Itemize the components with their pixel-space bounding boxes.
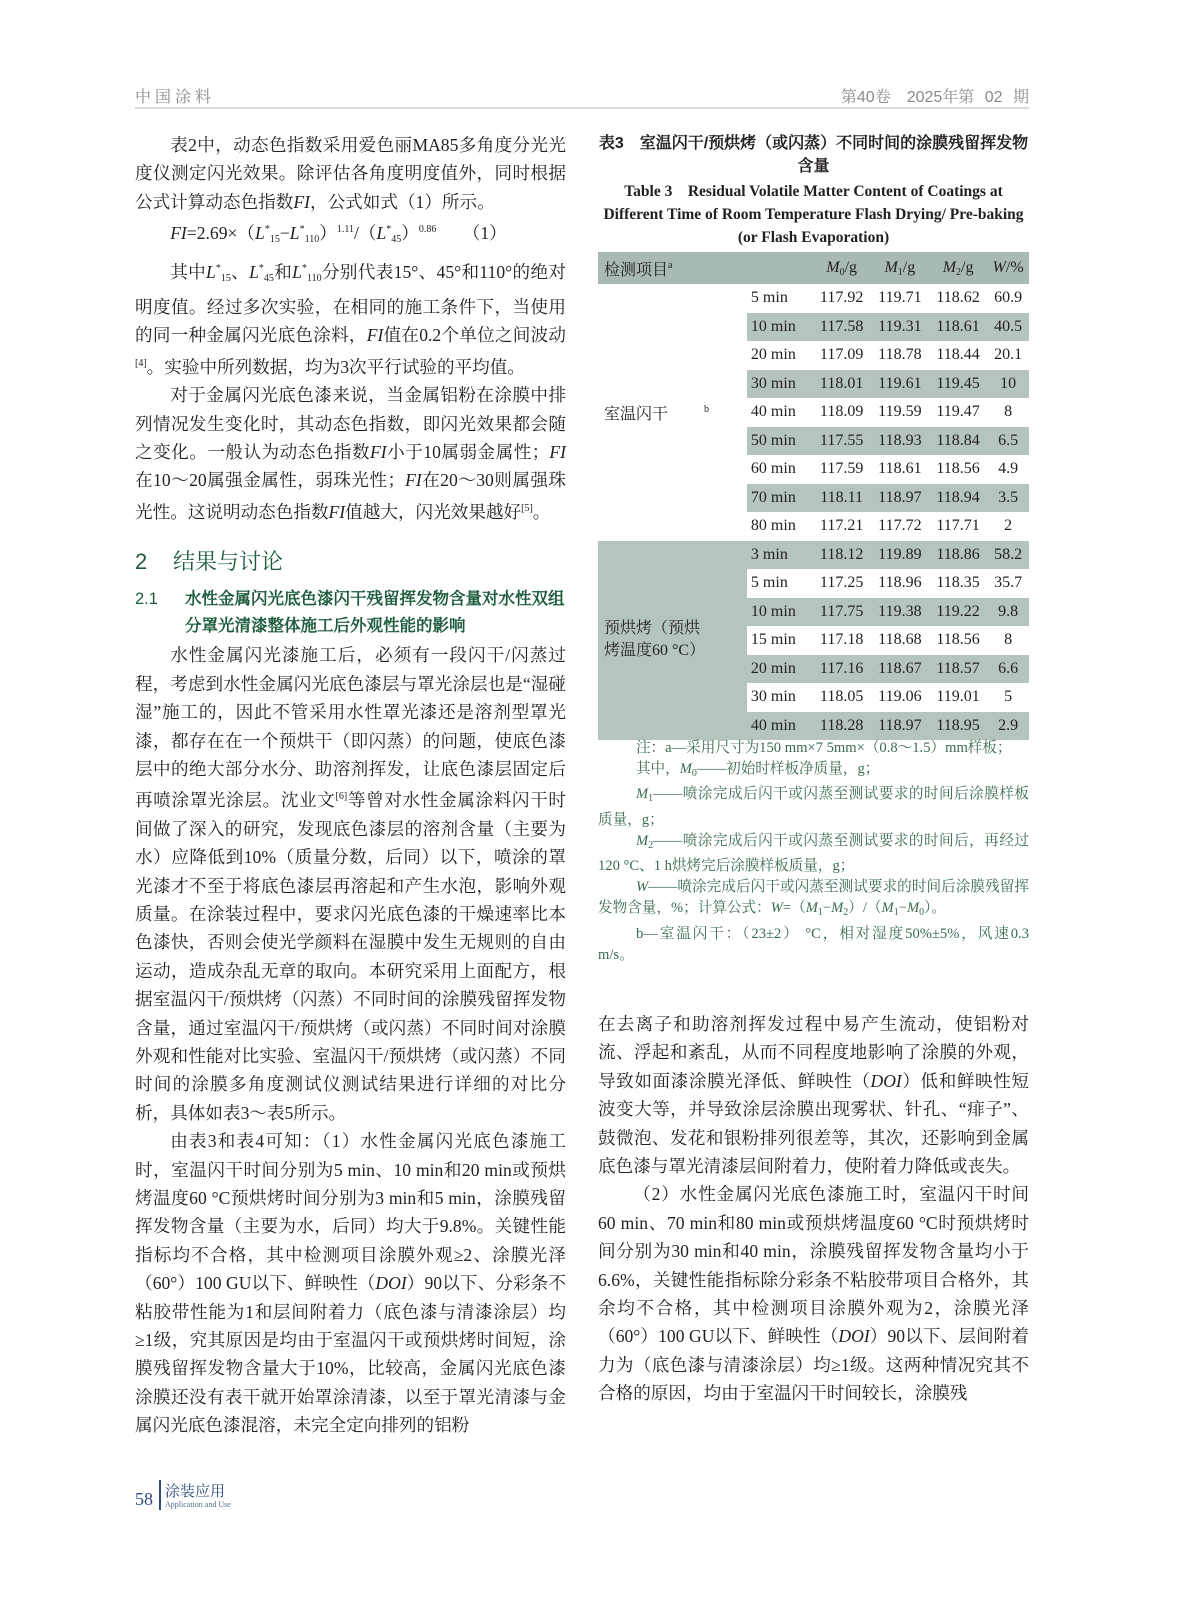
italic-symbol: L bbox=[255, 223, 265, 244]
italic-symbol: L bbox=[376, 223, 387, 244]
value-cell: 117.59 bbox=[819, 460, 864, 478]
paragraph bbox=[135, 641, 566, 1127]
text-run: 其中 bbox=[170, 261, 207, 282]
value-cell: 119.61 bbox=[871, 370, 929, 399]
value-cell: 118.11 bbox=[813, 484, 871, 513]
right-column bbox=[598, 1010, 1029, 1408]
paragraph bbox=[598, 1180, 1029, 1407]
value-cell: 5 bbox=[1004, 688, 1013, 706]
time-cell: 70 min bbox=[747, 484, 813, 513]
journal-name: 中国涂料 bbox=[135, 89, 216, 106]
subscript: 1 bbox=[893, 907, 899, 919]
superscript: * bbox=[386, 224, 392, 236]
value-cell: 8 bbox=[1004, 631, 1013, 649]
italic-symbol: FI bbox=[293, 191, 310, 212]
subscript: 0 bbox=[919, 907, 925, 919]
text-run: − bbox=[822, 900, 832, 917]
time-cell: 40 min bbox=[750, 403, 796, 421]
value-cell: 118.56 bbox=[936, 631, 980, 649]
value-cell: 118.93 bbox=[871, 427, 929, 456]
subscript: 1 bbox=[648, 793, 654, 805]
text-run: =（ bbox=[782, 900, 806, 917]
text-run: ——喷涂完成后闪干或闪蒸至测试要求的时间后涂膜残留挥发物含量，%；计算公式： bbox=[598, 879, 1029, 917]
text-run: 值越大，闪光效果越好 bbox=[345, 501, 522, 522]
text-run: ） bbox=[319, 223, 337, 244]
subsection-title: 水性金属闪光底色漆闪干残留挥发物含量对水性双组分罩光清漆整体施工后外观性能的影响 bbox=[185, 590, 565, 636]
value-cell: 40.5 bbox=[987, 313, 1029, 342]
italic-symbol: W bbox=[992, 259, 1006, 276]
value-cell: 118.61 bbox=[878, 460, 922, 478]
superscript: 0.86 bbox=[418, 224, 437, 236]
time-cell: 50 min bbox=[747, 427, 813, 456]
text-run: （1） bbox=[436, 223, 507, 244]
column-header bbox=[929, 252, 987, 284]
column-name-en: Application and Use bbox=[165, 1500, 231, 1509]
value-cell: 118.56 bbox=[936, 460, 980, 478]
text-run: ）90以下、层间附着力为（底色漆与清漆涂层）均≥1级。这两种情况究其不合格的原因，均由于室温闪干时间较长，涂膜残 bbox=[598, 1326, 1029, 1404]
superscript: [5] bbox=[521, 502, 533, 514]
superscript: [4] bbox=[135, 357, 147, 369]
value-cell: 35.7 bbox=[994, 574, 1023, 592]
time-cell: 10 min bbox=[747, 598, 813, 627]
text-run: b—室温闪干：（23±2） °C，相对湿度50%±5%，风速0.3 m/s。 bbox=[598, 925, 1029, 963]
text-run: 等曾对水性金属涂料闪干时间做了深入的研究，发现底色漆层的溶剂含量（主要为水）应降低到10%（质量分数，后同）以下，喷涂的罩光漆才不至于将底色漆层再溶起和产生水泡，影响外观质量。在涂装过程中，要求闪光底色漆的干燥速率比本色漆快，否则会使光学颜料在湿膜中发生无规则的自由运动，造成杂乱无章的取向。本研究采用上面配方，根据室温闪干/预烘烤（闪蒸）不同时间的涂膜残留挥发物含量，通过室温闪干/预烘烤（或闪蒸）不同时间对涂膜外观和性能对比实验、室温闪干/预烘烤（或闪蒸）不同时间的涂膜多角度测试仪测试结果进行详细的对比分析，具体如表3～表5所示。 bbox=[135, 790, 566, 1123]
italic-symbol: FI bbox=[170, 223, 187, 244]
text-run: ）90以下、分彩条不粘胶带性能为1和层间附着力（底色漆与清漆涂层）均≥1级，究其原因是均由于室温闪干或预烘烤时间短，涂膜残留挥发物含量大于10%，比较高，金属闪光底色漆涂膜还没有表干就开始罩涂清漆，以至于罩光清漆与金属闪光底色漆混溶，未完全定向排列的铝粉 bbox=[135, 1273, 566, 1436]
group-label-text: 预烘烤（预烘烤温度60 °C） bbox=[604, 620, 706, 660]
italic-symbol: FI bbox=[405, 470, 422, 491]
value-cell: 117.09 bbox=[819, 346, 864, 364]
text-run: 对于金属闪光底色漆来说，当金属铝粉在涂膜中排列情况发生变化时，其动态色指数，即闪光效果都会随之变化。一般认为动态色指数 bbox=[135, 385, 566, 463]
time-cell: 30 min bbox=[747, 370, 813, 399]
italic-symbol: W bbox=[770, 900, 783, 917]
paragraph bbox=[135, 131, 566, 216]
table-row bbox=[598, 284, 1029, 313]
subscript: 0 bbox=[839, 266, 845, 278]
paragraph bbox=[135, 255, 566, 382]
note-line bbox=[598, 877, 1029, 923]
value-cell: 117.16 bbox=[813, 655, 871, 684]
text-run: 分别代表15°、45°和110°的绝对明度值。经过多次实验，在相同的施工条件下，当使用的同一种金属闪光底色涂料， bbox=[135, 261, 566, 346]
italic-symbol: FI bbox=[366, 325, 384, 346]
italic-symbol: FI bbox=[549, 442, 566, 463]
value-cell: 118.95 bbox=[929, 712, 987, 741]
note-line bbox=[598, 784, 1029, 830]
italic-symbol: M bbox=[884, 258, 898, 276]
data-table bbox=[598, 252, 1029, 740]
column-header bbox=[813, 252, 871, 284]
time-cell: 5 min bbox=[750, 574, 788, 592]
value-cell: 118.12 bbox=[813, 541, 871, 570]
text-run: ——喷涂完成后闪干或闪蒸至测试要求的时间后，再经过120 °C、1 h烘烤完后涂膜样板质量，g； bbox=[598, 832, 1029, 875]
table-notes bbox=[598, 738, 1029, 966]
value-cell: 119.45 bbox=[929, 370, 987, 399]
italic-symbol: DOI bbox=[838, 1326, 870, 1347]
section-number: 2 bbox=[135, 549, 148, 575]
text-run: /g bbox=[902, 258, 916, 276]
text-run: 在去离子和助溶剂挥发过程中易产生流动，使铝粉对流、浮起和紊乱，从而不同程度地影响了涂膜的外观，导致如面漆涂膜光泽低、鲜映性（ bbox=[598, 1014, 1029, 1091]
superscript: * bbox=[301, 262, 307, 274]
column-header-item bbox=[598, 252, 813, 284]
value-cell: 118.09 bbox=[819, 403, 864, 421]
value-cell: 118.78 bbox=[878, 346, 922, 364]
table-caption bbox=[598, 132, 1029, 249]
page-number: 58 bbox=[135, 1489, 153, 1509]
value-cell: 118.97 bbox=[871, 484, 929, 513]
value-cell: 118.97 bbox=[871, 712, 929, 741]
value-cell: 119.22 bbox=[929, 598, 987, 627]
text-run: 。 bbox=[532, 501, 551, 522]
formula-1 bbox=[135, 216, 566, 254]
text-run: ，公式如式（1）所示。 bbox=[309, 191, 495, 212]
italic-symbol: M bbox=[826, 258, 840, 276]
subscript: 45 bbox=[263, 272, 274, 284]
italic-symbol: M bbox=[942, 258, 957, 276]
group-label bbox=[598, 541, 747, 741]
italic-symbol: L bbox=[289, 223, 300, 244]
italic-symbol: M bbox=[679, 761, 692, 778]
time-cell: 60 min bbox=[750, 460, 796, 478]
value-cell: 8 bbox=[1004, 403, 1013, 421]
text-run: 水性金属闪光漆施工后，必须有一段闪干/闪蒸过程，考虑到水性金属闪光底色漆层与罩光涂层也是“湿碰湿”施工的，因此不管采用水性罩光漆还是溶剂型罩光漆，都存在在一个预烘干（即闪蒸）的问题，使底色漆层中的绝大部分水分、助溶剂挥发，让底色漆层固定后再喷涂罩光涂层。沈业文 bbox=[135, 645, 566, 811]
subscript: 2 bbox=[956, 266, 962, 278]
text-run: （2）水性金属闪光底色漆施工时，室温闪干时间60 min、70 min和80 min或预烘烤温度60 °C时预烘烤时间分别为30 min和40 min，涂膜残留挥发物含量均小于6.6%，关键性能指标除分彩条不粘胶带项目合格外，其余均不合格，其中检测项目涂膜外观为2，涂膜光泽（60°）100 GU以下、鲜映性（ bbox=[598, 1184, 1029, 1347]
value-cell: 2 bbox=[1004, 517, 1013, 535]
text-run: 其中， bbox=[635, 761, 680, 778]
italic-symbol: DOI bbox=[870, 1070, 902, 1091]
time-cell: 20 min bbox=[750, 346, 796, 364]
value-cell: 119.47 bbox=[936, 403, 980, 421]
text-run: 。实验中所列数据，均为3次平行试验的平均值。 bbox=[146, 356, 525, 377]
italic-symbol: M bbox=[881, 900, 894, 917]
text-run: 和 bbox=[273, 261, 293, 282]
italic-symbol: M bbox=[906, 900, 920, 917]
italic-symbol: L bbox=[292, 261, 302, 282]
text-run: /g bbox=[844, 258, 858, 276]
value-cell: 117.92 bbox=[819, 289, 864, 307]
text-run: /（ bbox=[353, 223, 377, 244]
value-cell: 119.71 bbox=[878, 289, 922, 307]
text-run: /% bbox=[1005, 259, 1024, 276]
table-row bbox=[598, 541, 1029, 570]
value-cell: 118.62 bbox=[936, 289, 980, 307]
left-column bbox=[135, 131, 566, 1440]
text-run: /g bbox=[961, 258, 974, 276]
subscript: 110 bbox=[306, 272, 322, 284]
column-name: 涂装应用 bbox=[165, 1483, 226, 1500]
italic-symbol: L bbox=[206, 261, 216, 282]
italic-symbol: L bbox=[249, 261, 259, 282]
value-cell: 117.18 bbox=[819, 631, 864, 649]
value-cell: 2.9 bbox=[987, 712, 1029, 741]
italic-symbol: M bbox=[805, 900, 818, 917]
note-line bbox=[598, 759, 1029, 784]
value-cell: 20.1 bbox=[994, 346, 1023, 364]
value-cell: 10 bbox=[987, 370, 1029, 399]
section-heading bbox=[135, 544, 566, 580]
subscript: 45 bbox=[391, 234, 402, 246]
subscript: 2 bbox=[843, 907, 849, 919]
superscript: a bbox=[668, 259, 673, 271]
value-cell: 60.9 bbox=[994, 289, 1023, 307]
italic-symbol: M bbox=[635, 786, 649, 803]
value-cell: 119.31 bbox=[871, 313, 929, 342]
value-cell: 4.9 bbox=[998, 460, 1019, 478]
text-run: 值在0.2个单位之间波动 bbox=[383, 325, 566, 346]
paragraph bbox=[135, 381, 566, 526]
section-title: 结果与讨论 bbox=[173, 549, 284, 575]
time-cell: 3 min bbox=[747, 541, 813, 570]
value-cell: 118.84 bbox=[929, 427, 987, 456]
footer bbox=[135, 1480, 231, 1510]
value-cell: 118.35 bbox=[936, 574, 980, 592]
text-run: ）低和鲜映性短波变大等，并导致涂层涂膜出现雾状、针孔、“痱子”、鼓微泡、发花和银粉排列很差等，其次，还影响到金属底色漆与罩光清漆层间附着力，使附着力降低或丧失。 bbox=[598, 1070, 1029, 1177]
subscript: 15 bbox=[269, 234, 280, 246]
superscript: b bbox=[704, 403, 709, 415]
text-run: =2.69×（ bbox=[186, 223, 256, 244]
superscript: * bbox=[299, 224, 305, 236]
value-cell: 118.67 bbox=[871, 655, 929, 684]
superscript: [6] bbox=[335, 791, 348, 803]
text-run: ）/（ bbox=[848, 900, 882, 917]
column-header bbox=[987, 252, 1029, 284]
value-cell: 117.75 bbox=[813, 598, 871, 627]
superscript: * bbox=[258, 262, 264, 274]
subsection-number: 2.1 bbox=[135, 590, 158, 609]
superscript: * bbox=[264, 224, 270, 236]
subscript: 15 bbox=[220, 272, 231, 284]
value-cell: 58.2 bbox=[987, 541, 1029, 570]
value-cell: 118.68 bbox=[878, 631, 922, 649]
group-label-text: 室温闪干 bbox=[604, 405, 669, 423]
subsection-heading bbox=[135, 586, 566, 640]
text-run: ——初始时样板净质量，g； bbox=[696, 761, 880, 778]
value-cell: 117.58 bbox=[813, 313, 871, 342]
time-cell: 15 min bbox=[750, 631, 796, 649]
paragraph bbox=[135, 1127, 566, 1439]
note-line bbox=[598, 738, 1029, 759]
text-run: 、 bbox=[230, 261, 250, 282]
value-cell: 119.89 bbox=[871, 541, 929, 570]
value-cell: 118.86 bbox=[929, 541, 987, 570]
subscript: 2 bbox=[648, 839, 654, 851]
subscript: 0 bbox=[691, 768, 697, 780]
italic-symbol: M bbox=[831, 900, 844, 917]
value-cell: 117.71 bbox=[936, 517, 980, 535]
text-run: 注：a—采用尺寸为150 mm×7 5mm×（0.8～1.5）mm样板； bbox=[635, 740, 1012, 756]
italic-symbol: FI bbox=[328, 501, 346, 522]
value-cell: 118.94 bbox=[929, 484, 987, 513]
time-cell: 20 min bbox=[747, 655, 813, 684]
table-caption-zh: 表3 室温闪干/预烘烤（或闪蒸）不同时间的涂膜残留挥发物含量 bbox=[598, 135, 1029, 175]
time-cell: 40 min bbox=[747, 712, 813, 741]
text-run: 小于10属弱金属性； bbox=[386, 442, 550, 463]
value-cell: 119.38 bbox=[871, 598, 929, 627]
table-caption-en: Table 3 Residual Volatile Matter Content of Coatings at Different Time of Room Temperature Flash Drying/ Pre-baking (or Flash Evaporation) bbox=[603, 183, 1024, 246]
subscript: 1 bbox=[817, 907, 823, 919]
value-cell: 118.61 bbox=[929, 313, 987, 342]
text-run: − bbox=[279, 223, 290, 244]
text-run: − bbox=[898, 900, 907, 917]
value-cell: 118.28 bbox=[813, 712, 871, 741]
text-run: ） bbox=[401, 223, 419, 244]
value-cell: 117.21 bbox=[819, 517, 864, 535]
time-cell: 5 min bbox=[750, 289, 788, 307]
superscript: * bbox=[215, 262, 221, 274]
paragraph bbox=[598, 1010, 1029, 1180]
value-cell: 119.59 bbox=[878, 403, 922, 421]
value-cell: 117.25 bbox=[819, 574, 864, 592]
superscript: 1.11 bbox=[336, 224, 354, 236]
column-header bbox=[871, 252, 929, 284]
italic-symbol: M bbox=[635, 832, 649, 849]
note-line bbox=[598, 924, 1029, 966]
time-cell: 30 min bbox=[750, 688, 796, 706]
text-run: ）。 bbox=[924, 900, 946, 917]
text-run: 由表3和表4可知：（1）水性金属闪光底色漆施工时，室温闪干时间分别为5 min、10 min和20 min或预烘烤温度60 °C预烘烤时间分别为3 min和5 min，涂膜残留挥发物含量（主要为水，后同）均大于9.8%。关键性能指标均不合格，其中检测项目涂膜外观≥2、涂膜光泽（60°）100 GU以下、鲜映性（ bbox=[135, 1131, 566, 1294]
header-divider bbox=[135, 107, 1029, 109]
value-cell: 119.01 bbox=[936, 688, 980, 706]
subscript: 1 bbox=[897, 266, 903, 278]
value-cell: 3.5 bbox=[987, 484, 1029, 513]
time-cell: 10 min bbox=[747, 313, 813, 342]
value-cell: 118.96 bbox=[878, 574, 922, 592]
text-run: ——喷涂完成后闪干或闪蒸至测试要求的时间后涂膜样板质量，g； bbox=[598, 786, 1029, 828]
italic-symbol: FI bbox=[370, 442, 387, 463]
value-cell: 119.06 bbox=[878, 688, 922, 706]
issue-info: 第40卷 2025年第 02 期 bbox=[840, 89, 1029, 106]
italic-symbol: W bbox=[635, 879, 649, 896]
value-cell: 118.01 bbox=[813, 370, 871, 399]
text-run: 在10～20属强金属性，弱珠光性； bbox=[135, 470, 406, 491]
group-label bbox=[598, 284, 747, 541]
subscript: 110 bbox=[304, 234, 320, 246]
value-cell: 118.44 bbox=[936, 346, 980, 364]
value-cell: 117.72 bbox=[878, 517, 922, 535]
text-run: 在20～30则属强珠光性。这说明动态色指数 bbox=[135, 470, 566, 522]
value-cell: 117.55 bbox=[813, 427, 871, 456]
italic-symbol: DOI bbox=[375, 1273, 407, 1294]
value-cell: 9.8 bbox=[987, 598, 1029, 627]
time-cell: 80 min bbox=[750, 517, 796, 535]
text-run: 表2中，动态色指数采用爱色丽MA85多角度分光光度仪测定闪光效果。除评估各角度明度值外，同时根据公式计算动态色指数 bbox=[135, 135, 566, 212]
value-cell: 118.57 bbox=[929, 655, 987, 684]
note-line bbox=[598, 831, 1029, 877]
value-cell: 6.5 bbox=[987, 427, 1029, 456]
value-cell: 6.6 bbox=[987, 655, 1029, 684]
header-label: 检测项目 bbox=[604, 261, 669, 279]
footer-divider bbox=[159, 1480, 161, 1510]
value-cell: 118.05 bbox=[819, 688, 864, 706]
